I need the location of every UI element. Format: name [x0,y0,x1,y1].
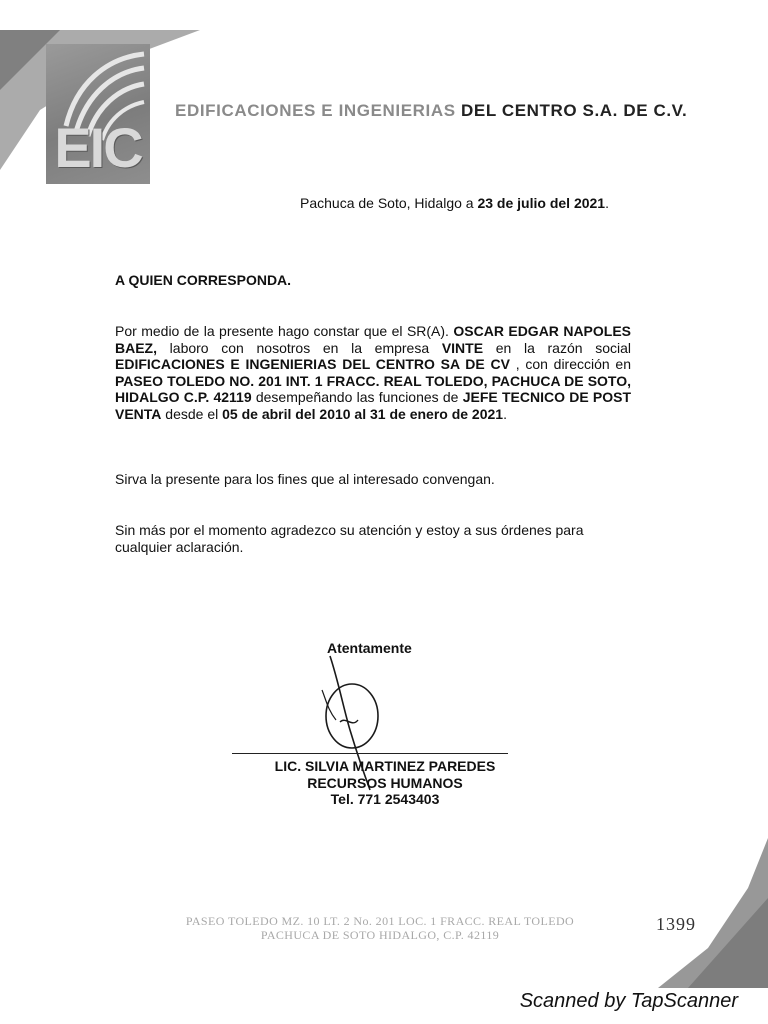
logo-text: EIC [54,116,142,179]
footer-graphic [658,838,768,988]
company-name-light: EDIFICACIONES E INGENIERIAS [175,101,456,120]
employee-name: OSCAR EDGAR NAPOLES BAEZ, [115,323,632,356]
company-logo [46,44,150,184]
greeting: A QUIEN CORRESPONDA. [115,272,292,288]
signatory-name: LIC. SILVIA MARTINEZ PAREDES [274,758,496,774]
employment-period: 05 de abril del 2010 al 31 de enero de 2021 [222,405,504,422]
company-short-name: VINTE [441,339,484,356]
date-value: 23 de julio del 2021 [477,195,606,211]
footer-line-2: PACHUCA DE SOTO HIDALGO, C.P. 42119 [260,928,500,942]
closing-text: Atentamente [327,640,412,656]
p1-text-4: , con dirección en [509,356,632,373]
signatory-block [180,758,590,808]
employee-position: JEFE TECNICO DE POST VENTA [115,389,632,422]
signature-line [232,753,508,754]
signatory-department: RECURSOS HUMANOS [307,774,463,791]
p1-text-3: en la razón social [483,339,632,356]
letter-date [300,195,609,211]
document-number: 1399 [656,914,696,934]
company-name-dark: DEL CENTRO S.A. DE C.V. [461,101,688,120]
date-suffix: . [605,195,609,211]
p1-text-7: . [503,405,507,422]
footer-address [160,914,600,942]
p1-text-1: Por medio de la presente hago constar que el SR(A). [115,323,454,339]
p1-text-6: desde el [161,405,223,422]
paragraph-certification [115,323,631,423]
paragraph-closing: Sin más por el momento agradezco su atención y estoy a sus órdenes para cualquier aclaración. [115,522,584,555]
razon-social: EDIFICACIONES E INGENIERIAS DEL CENTRO SA DE CV [115,356,510,373]
company-address: PASEO TOLEDO NO. 201 INT. 1 FRACC. REAL TOLEDO, PACHUCA DE SOTO, HIDALGO C.P. 42119 [115,372,631,406]
p1-text-5: desempeñando las funciones de [251,389,463,406]
scanner-watermark: Scanned by TapScanner [519,990,738,1012]
paragraph-purpose: Sirva la presente para los fines que al interesado convengan. [115,471,495,487]
company-name [175,101,687,121]
p1-text-2: laboro con nosotros en la empresa [157,339,442,356]
footer-line-1: PASEO TOLEDO MZ. 10 LT. 2 No. 201 LOC. 1 FRACC. REAL TOLEDO [185,914,575,928]
date-prefix: Pachuca de Soto, Hidalgo a [300,195,478,211]
signatory-phone: Tel. 771 2543403 [330,791,440,807]
